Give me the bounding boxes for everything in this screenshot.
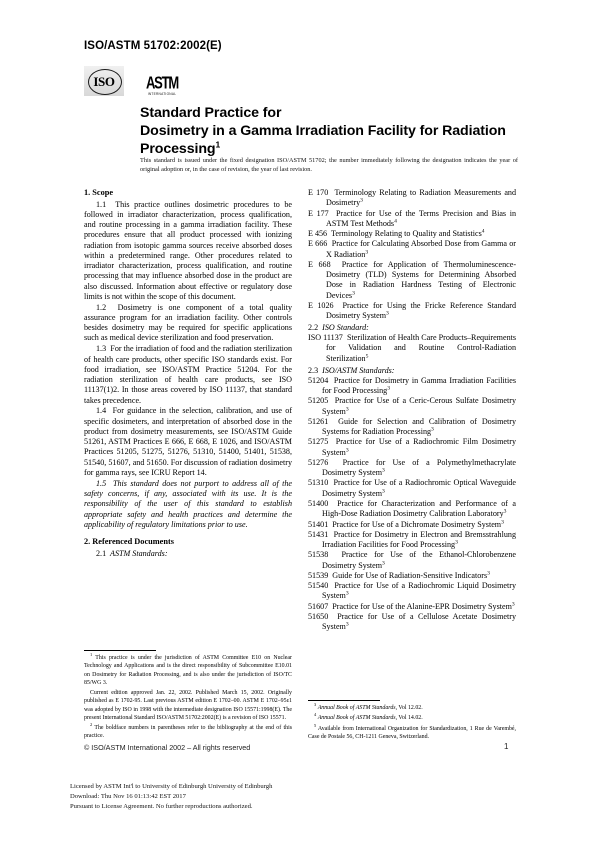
right-footnote-block — [308, 700, 516, 741]
reference-footnote-marker: 3 — [386, 310, 389, 317]
reference-title: Sterilization of Health Care Products–Requirements for Validation and Routine Control-Radiation Sterilization — [326, 333, 517, 363]
paragraph-text: This practice outlines dosimetric procedures to be followed in irradiator characterization, process qualification, and routine processing in a gamma irradiation facility. These procedures ensure that all product processed with ionizing radiation from isotopic gamma sources receive absorbed doses within a predetermined range. Other procedures related to irradiator characterization, process qualification, and routine processing that may influence absorbed dose in the product are also discussed. Information about effective or regulatory dose limits is not within the scope of this document. — [84, 199, 293, 301]
reference-title: Practice for Using the Fricke Reference Standard Dosimetry System — [326, 300, 517, 321]
reference-footnote-marker: 3 — [387, 385, 390, 392]
reference-footnote-marker: 3 — [345, 621, 349, 628]
footnote-3 — [308, 704, 516, 712]
reference-item — [308, 458, 516, 479]
subsection-2-1-astm-standards — [84, 549, 292, 559]
reference-title: Practice for Use of the Ethanol-Chlorobenzene Dosimetry System — [322, 550, 517, 570]
paragraph-1-5 — [84, 479, 292, 530]
footnote-source-title: Annual Book of ASTM Standards, — [317, 715, 398, 722]
reference-item — [308, 260, 516, 301]
footnote-marker: 1 — [90, 652, 93, 658]
reference-id: ISO 11137 — [308, 333, 343, 343]
reference-footnote-marker: 3 — [455, 539, 458, 546]
reference-item — [308, 333, 516, 364]
footnote-marker: 4 — [314, 712, 317, 718]
reference-title: Practice for Use of a Radiochromic Film Dosimetry System — [322, 437, 516, 457]
paragraph-number: 1.3 — [96, 344, 107, 354]
license-line-3: Pursuant to License Agreement. No further reproductions authorized. — [70, 803, 253, 811]
reference-item — [308, 188, 516, 209]
footnote-2 — [84, 724, 292, 741]
reference-item — [308, 478, 516, 499]
paragraph-text: This standard does not purport to address all of the safety concerns, if any, associated with its use. It is the responsibility of the user of this standard to establish appropriate safety and health practices and determine the applicability of regulatory limitations prior to use. — [84, 478, 292, 529]
reference-item — [308, 612, 516, 633]
reference-item — [308, 602, 516, 612]
footnote-5 — [308, 722, 516, 742]
reference-id: E 456 — [308, 229, 328, 239]
reference-footnote-marker: 3 — [382, 488, 385, 495]
reference-footnote-marker: 3 — [382, 467, 385, 474]
reference-item — [308, 571, 516, 581]
reference-item — [308, 376, 516, 397]
footnote-text: This practice is under the jurisdiction of ASTM Committee E10 on Nuclear Technology and Applications and is the direct responsibility of Subcommittee E10.01 on Dosimetry for Radiation Processing, and is also under the jurisdiction of ISO/TC 85/WG 3. — [84, 655, 293, 686]
reference-item — [308, 239, 516, 260]
paragraph-number: 1.5 — [96, 478, 107, 488]
reference-title: Practice for Characterization and Performance of a High-Dose Radiation Dosimetry Calibration Laboratory — [322, 498, 516, 519]
reference-footnote-marker: 3 — [501, 518, 504, 525]
page-title — [140, 104, 518, 159]
reference-title: Terminology Relating to Radiation Measurements and Dosimetry — [326, 188, 517, 208]
license-notice — [70, 782, 540, 813]
reference-footnote-marker: 3 — [503, 508, 507, 515]
footnote-marker: 5 — [314, 722, 317, 728]
paragraph-1-4 — [84, 406, 292, 478]
reference-item — [308, 396, 516, 417]
reference-item — [308, 530, 516, 551]
subsection-title: ASTM Standards: — [110, 549, 168, 559]
paragraph-number: 1.2 — [96, 302, 107, 312]
footer-copyright: © ISO/ASTM International 2002 – All rights reserved — [84, 743, 251, 752]
reference-title: Practice for Dosimetry in Gamma Irradiation Facilities for Food Processing — [322, 375, 517, 396]
reference-id: E 1026 — [308, 300, 334, 310]
reference-id: 51310 — [308, 478, 329, 488]
footnote-4 — [308, 714, 516, 722]
reference-item — [308, 209, 516, 230]
reference-id: E 666 — [308, 239, 328, 249]
reference-item — [308, 520, 516, 530]
reference-title: Practice for Use of a Cellulose Acetate Dosimetry System — [322, 611, 516, 632]
reference-footnote-marker: 3 — [431, 426, 434, 433]
paragraph-number: 1.1 — [96, 199, 107, 209]
subsection-number: 2.2 — [308, 322, 319, 332]
reference-item — [308, 229, 516, 239]
iso-logo — [84, 66, 124, 96]
footnote-text: Available from International Organization for Standardization, 1 Rue de Varembé, Case de Postale 56, CH-1211 Geneva, Switzerland. — [308, 725, 516, 740]
reference-title: Practice for Use of the Terms Precision and Bias in ASTM Test Methods — [326, 208, 517, 228]
reference-id: 51204 — [308, 375, 329, 385]
reference-title: Practice for Use of a Dichromate Dosimetry System — [332, 519, 502, 529]
subsection-number: 2.3 — [308, 365, 319, 375]
reference-title: Practice for Use of a Ceric-Cerous Sulfate Dosimetry System — [322, 396, 516, 416]
section-heading-referenced-documents: 2. Referenced Documents — [84, 537, 174, 547]
reference-id: 51275 — [308, 437, 329, 447]
logo-group — [84, 60, 182, 96]
paragraph-text: Dosimetry is one component of a total quality assurance program for an irradiation facility. Other controls besides dosimetry may be required for specific applications such as medical device sterilization and food preservation. — [84, 302, 292, 343]
paragraph-number: 1.4 — [96, 406, 107, 416]
reference-footnote-marker: 3 — [352, 289, 355, 296]
reference-title: Practice for Use of a Radiochromic Optical Waveguide Dosimetry System — [322, 478, 516, 498]
reference-id: 51650 — [308, 611, 329, 621]
reference-id: E 170 — [308, 188, 329, 197]
reference-title: Practice for Use of a Polymethylmethacrylate Dosimetry System — [322, 457, 517, 478]
reference-title: Practice for Use of the Alanine-EPR Dosimetry System — [332, 601, 512, 611]
reference-title: Terminology Relating to Quality and Statistics — [331, 229, 482, 239]
paragraph-1-3 — [84, 344, 292, 406]
reference-id: 51540 — [308, 581, 329, 591]
reference-id: 51205 — [308, 396, 329, 406]
subsection-title: ISO/ASTM Standards: — [322, 365, 395, 375]
paragraph-text: For guidance in the selection, calibration, and use of specific dosimeters, and interpretation of absorbed dose in the product from dosimetry measurements, see ISO/ASTM Guide 51261, ASTM Practices E 666, E 668, E 1026, and ISO/ASTM Practices 51205, 51275, 51276, 51310, 51400, 51401, 51538, 51540, 51607, and 51650. For discussion of radiation dosimetry for gamma rays, see ICRU Report 14. — [84, 406, 293, 477]
reference-id: 51276 — [308, 457, 329, 467]
reference-title: Practice for Use of a Radiochromic Liquid Dosimetry System — [322, 581, 516, 601]
issue-statement: This standard is issued under the fixed designation ISO/ASTM 51702; the number immediately following the designation indicates the year of original adoption or, in the case of revision, the year of last revision. — [140, 157, 518, 174]
left-column — [84, 188, 292, 559]
footnote-1 — [84, 654, 292, 687]
title-footnote-marker: 1 — [215, 139, 221, 150]
footnote-divider — [308, 700, 380, 701]
footnote-marker: 3 — [314, 702, 317, 708]
footnote-text: Current edition approved Jan. 22, 2002. Published March 15, 2002. Originally published as E 1702-95. Last previous ASTM edition E 1702–00. ASTM E 1702–95ε1 was adopted by ISO in 1998 with the intermediate designation ISO 15571:1998(E). The present International Standard ISO/ASTM 51702:2002(E) is a revision of ISO 15571. — [84, 690, 292, 721]
reference-item — [308, 499, 516, 520]
reference-footnote-marker: 3 — [345, 446, 349, 453]
astm-logo-subtext: INTERNATIONAL — [147, 91, 177, 96]
subsection-2-2-iso-standard — [308, 323, 516, 333]
subsection-number: 2.1 — [96, 549, 107, 559]
subsection-title: ISO Standard: — [322, 322, 369, 332]
reference-footnote-marker: 3 — [360, 197, 363, 204]
reference-footnote-marker: 4 — [481, 228, 485, 235]
reference-footnote-marker: 3 — [382, 559, 385, 566]
license-line-2: Download: Thu Nov 16 01:13:42 EST 2017 — [70, 793, 186, 801]
reference-item — [308, 581, 516, 602]
iso-logo-text: ISO — [93, 73, 115, 89]
reference-id: E 668 — [308, 259, 331, 269]
footnote-text: Vol 12.02. — [397, 705, 423, 711]
reference-item — [308, 550, 516, 571]
footnote-edition-note — [84, 689, 292, 722]
reference-id: 51538 — [308, 550, 329, 560]
reference-title: Guide for Use of Radiation-Sensitive Indicators — [332, 570, 488, 580]
reference-footnote-marker: 4 — [394, 218, 397, 225]
reference-title: Practice for Application of Thermoluminescence-Dosimetry (TLD) Systems for Determining Absorbed Dose in Radiation Hardness Testing of Electronic Devices — [326, 259, 517, 300]
reference-title: Guide for Selection and Calibration of Dosimetry Systems for Radiation Processing — [322, 416, 516, 437]
title-line-2: Dosimetry in a Gamma Irradiation Facility for Radiation — [140, 123, 506, 140]
title-line-1: Standard Practice for — [140, 105, 282, 121]
footnote-text: Vol 14.02. — [397, 715, 423, 722]
reference-id: 51400 — [308, 498, 329, 508]
reference-footnote-marker: 3 — [511, 600, 515, 607]
title-line-3: Processing — [140, 141, 216, 158]
subsection-2-3-isoastm-standards — [308, 366, 516, 376]
reference-id: 51431 — [308, 529, 329, 539]
reference-footnote-marker: 3 — [487, 570, 490, 577]
reference-item — [308, 417, 516, 438]
document-number: ISO/ASTM 51702:2002(E) — [84, 40, 222, 52]
paragraph-1-1 — [84, 200, 292, 303]
footer-page-number: 1 — [504, 742, 509, 751]
reference-id: 51539 — [308, 570, 329, 580]
paragraph-1-2 — [84, 303, 292, 344]
footnote-divider — [84, 650, 156, 651]
footnote-source-title: Annual Book of ASTM Standards, — [317, 705, 398, 711]
reference-item — [308, 437, 516, 458]
reference-footnote-marker: 3 — [345, 405, 349, 412]
reference-footnote-marker: 3 — [345, 590, 349, 597]
astm-logo-mark: ASTM — [145, 72, 179, 93]
astm-logo — [142, 62, 182, 96]
footnote-text: The boldface numbers in parentheses refer to the bibliography at the end of this practice. — [84, 725, 292, 740]
reference-footnote-marker: 5 — [365, 353, 369, 360]
reference-id: 51261 — [308, 416, 329, 426]
reference-id: 51607 — [308, 601, 329, 611]
reference-title: Practice for Calculating Absorbed Dose from Gamma or X Radiation — [326, 239, 517, 259]
reference-title: Practice for Dosimetry in Electron and Bremsstrahlung Irradiation Facilities for Food Processing — [322, 529, 516, 550]
right-column — [308, 188, 516, 632]
section-heading-scope: 1. Scope — [84, 188, 114, 197]
paragraph-text: For the irradiation of food and the radiation sterilization of health care products, other specific ISO standards exist. For food irradiation, see ISO/ASTM Practice 51204. For the radiation sterilization of health care products, see ISO 11137(1)2. In those areas covered by ISO 11137, that standard takes precedence. — [84, 344, 292, 405]
footnote-marker: 2 — [90, 722, 93, 728]
license-line-1: Licensed by ASTM Int'l to University of Edinburgh University of Edinburgh — [70, 783, 273, 790]
left-footnote-block — [84, 650, 292, 741]
reference-id: E 177 — [308, 208, 329, 218]
reference-footnote-marker: 3 — [365, 248, 369, 255]
reference-id: 51401 — [308, 519, 329, 529]
reference-item — [308, 301, 516, 322]
